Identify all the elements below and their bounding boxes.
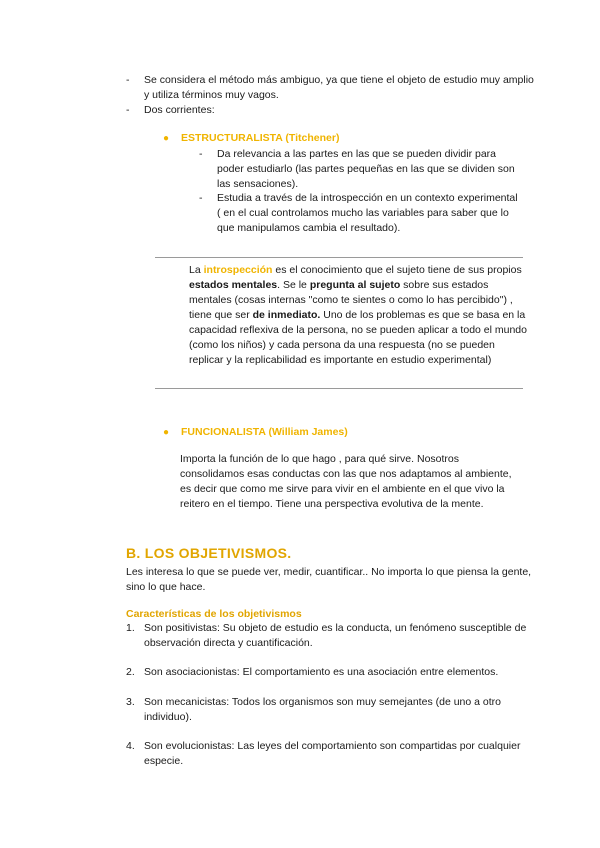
list-item [199,147,519,192]
dash-marker: - [126,104,130,116]
numbered-item [126,665,534,680]
bold-term: estados mentales [189,279,278,291]
funcionalista-title: FUNCIONALISTA (William James) [181,426,348,438]
text-run: es el conocimiento que el sujeto tiene de sus propios [272,264,522,276]
item-number: 3. [126,696,135,708]
text-run: sobre sus estados mentales (cosas internas "como te sientes o como lo has percibido") , tiene que ser [189,279,513,321]
numbered-item [126,695,534,725]
dash-marker: - [199,148,203,160]
bullet-icon: ● [163,133,170,144]
section-intro: Les interesa lo que se puede ver, medir, cuantificar.. No importa lo que piensa la gente, sino lo que hace. [126,566,532,593]
item-text: Son mecanicistas: Todos los organismos son muy semejantes (de uno a otro individuo). [144,696,501,723]
text-run: La [189,264,204,276]
item-number: 4. [126,740,135,752]
bullet-icon: ● [163,427,170,438]
numbered-item [126,621,534,651]
item-number: 2. [126,666,135,678]
dash-marker: - [126,74,130,86]
list-item-text: Estudia a través de la introspección en un contexto experimental ( en el cual controlamos mucho las variables para saber que lo que manipulamos cambia el resultado). [217,192,518,234]
list-item-text: Dos corrientes: [144,104,215,116]
subheading: Características de los objetivismos [126,608,302,620]
highlight-term: introspección [203,264,273,276]
list-item [126,73,536,103]
estructuralista-heading [163,131,503,146]
item-number: 1. [126,622,135,634]
list-item [199,191,519,236]
bold-term: de inmediato. [252,309,321,321]
section-heading: B. LOS OBJETIVISMOS. [126,545,292,561]
text-run: Uno de los problemas es que se basa en la capacidad reflexiva de la persona, no se pueden aplicar a todo el mundo (como los niños) y cada persona da una respuesta (no se pueden replicar y la replicabilidad es importante en estudio experimental) [189,309,527,366]
dash-marker: - [199,192,203,204]
item-text: Son evolucionistas: Las leyes del comportamiento son compartidas por cualquier especie. [144,740,521,767]
item-text: Son positivistas: Su objeto de estudio es la conducta, un fenómeno susceptible de observación directa y cuantificación. [144,622,527,649]
list-item [126,103,536,118]
funcionalista-paragraph: Importa la función de lo que hago , para qué sirve. Nosotros consolidamos esas conductas con las que nos adaptamos al ambiente, es decir que como me sirve para vivir en el ambiente en el que vivo la reitero en el tiempo. Tiene una perspectiva evolutiva de la mente. [180,453,512,510]
bold-term: pregunta al sujeto [309,279,401,291]
list-item-text: Da relevancia a las partes en las que se pueden dividir para poder estudiarlo (las partes pequeñas en las que se dividen son las sensaciones). [217,148,515,190]
divider [155,388,523,389]
divider [155,257,523,258]
estructuralista-title: ESTRUCTURALISTA (Titchener) [181,132,340,144]
introspeccion-paragraph [189,263,529,368]
list-item-text: Se considera el método más ambiguo, ya que tiene el objeto de estudio muy amplio y utiliza términos muy vagos. [144,74,534,101]
item-text: Son asociacionistas: El comportamiento es una asociación entre elementos. [144,666,499,678]
text-run: . Se le [277,279,310,291]
funcionalista-heading [163,425,503,440]
numbered-item [126,739,534,769]
